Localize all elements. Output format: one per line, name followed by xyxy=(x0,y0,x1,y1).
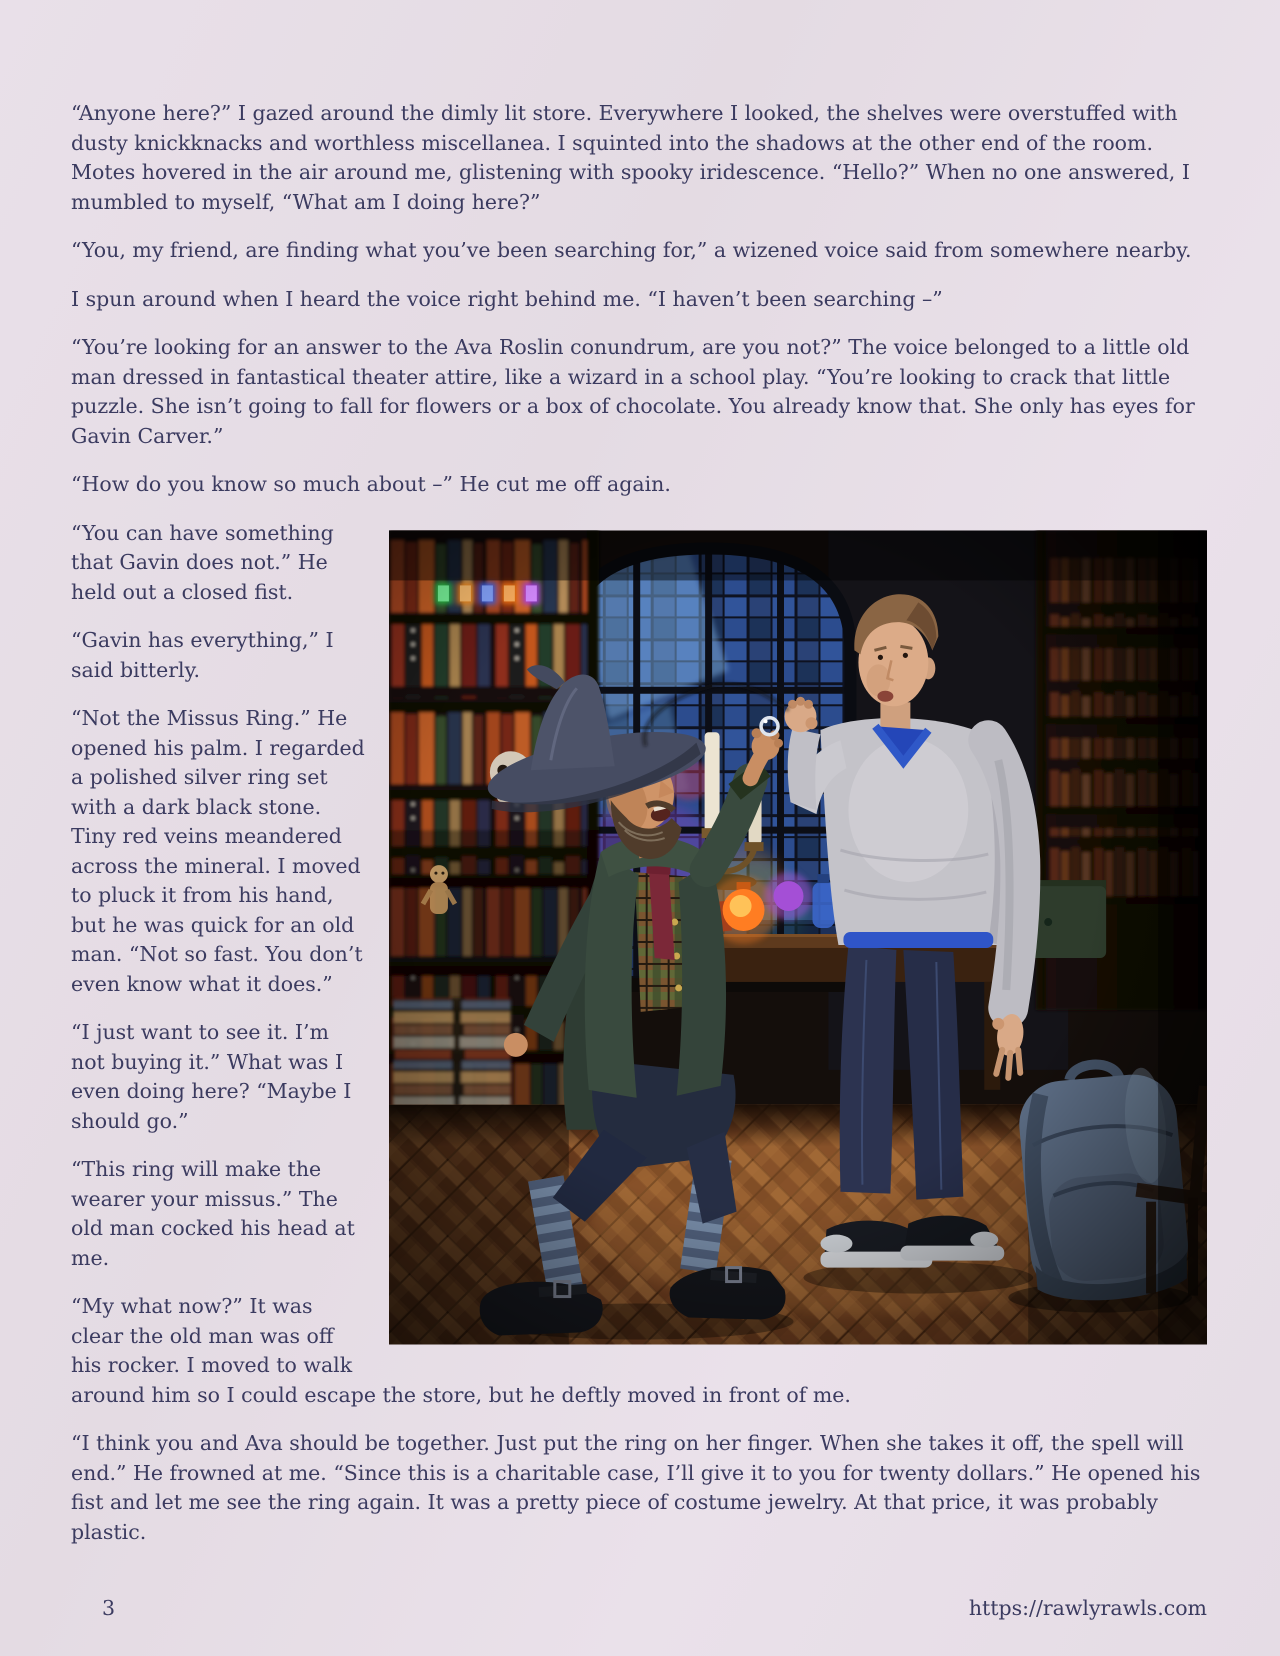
story-paragraph: “My what now?” It was clear the old man was off his rocker. I moved to walk around him so I could escape the store, but he deftly moved in front of me. xyxy=(71,1294,851,1407)
story-content xyxy=(71,99,1207,1566)
story-paragraph: I spun around when I heard the voice right behind me. “I haven’t been searching –” xyxy=(71,286,943,311)
vignette-overlay xyxy=(389,530,1207,1344)
story-paragraph: “I just want to see it. I’m not buying it.” What was I even doing here? “Maybe I should go.” xyxy=(71,1020,352,1133)
story-paragraph: “How do you know so much about –” He cut me off again. xyxy=(71,472,671,496)
story-paragraph: “This ring will make the wearer your missus.” The old man cocked his head at me. xyxy=(71,1157,355,1270)
story-paragraph: “Gavin has everything,” I said bitterly. xyxy=(71,628,334,682)
story-paragraph: “Not the Missus Ring.” He opened his palm. I regarded a polished silver ring set with a dark black stone. Tiny red veins meandered across the mineral. I moved to pluck it from his hand, but he was quick for an old man. “Not so fast. You don’t even know what it does.” xyxy=(71,706,365,996)
story-paragraph: “You’re looking for an answer to the Ava Roslin conundrum, are you not?” The voice belonged to a little old man dressed in fantastical theater attire, like a wizard in a school play. “You’re looking to crack that little puzzle. She isn’t going to fall for flowers or a box of chocolate. You already know that. She only has eyes for Gavin Carver.” xyxy=(71,335,1195,448)
story-paragraph: “Anyone here?” I gazed around the dimly lit store. Everywhere I looked, the shelves were overstuffed with dusty knickknacks and worthless miscellanea. I squinted into the shadows at the other end of the room. Motes hovered in the air around me, glistening with spooky iridescence. “Hello?” When no one answered, I mumbled to myself, “What am I doing here?” xyxy=(71,101,1190,214)
story-paragraph: “I think you and Ava should be together. Just put the ring on her finger. When she takes it off, the spell will end.” He frowned at me. “Since this is a charitable case, I’ll give it to you for twenty dollars.” He opened his fist and let me see the ring again. It was a pretty piece of costume jewelry. At that price, it was probably plastic. xyxy=(71,1431,1201,1544)
story-paragraph: “You, my friend, are finding what you’ve been searching for,” a wizened voice said from somewhere nearby. xyxy=(71,238,1192,262)
page-number: 3 xyxy=(102,1596,116,1620)
story-illustration xyxy=(389,530,1207,1345)
story-paragraph: “You can have something that Gavin does not.” He held out a closed fist. xyxy=(71,520,334,604)
page-footer xyxy=(102,1596,1207,1620)
site-url-link[interactable]: https://rawlyrawls.com xyxy=(968,1596,1207,1620)
